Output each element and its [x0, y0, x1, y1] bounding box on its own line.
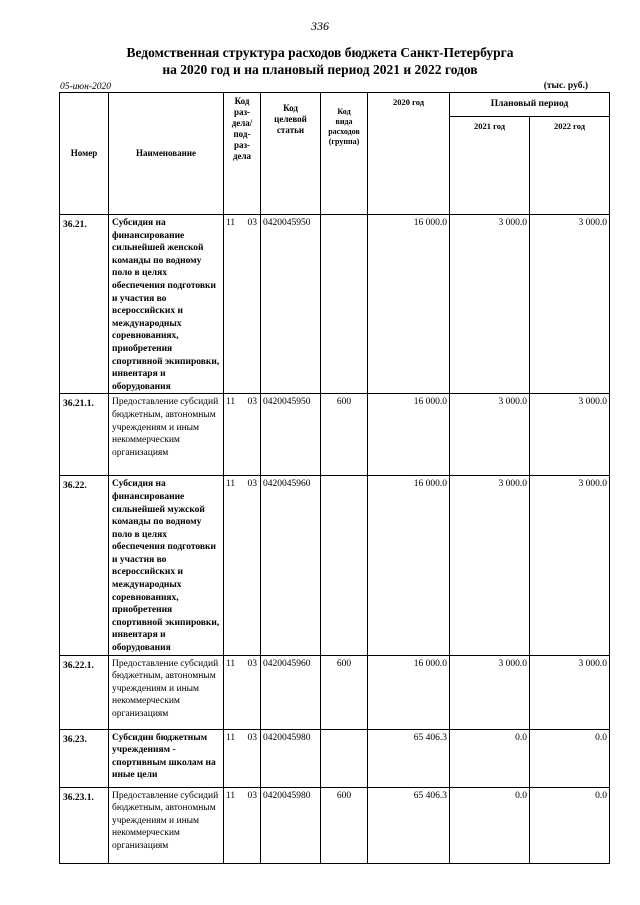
- header-section-line: дела: [232, 151, 252, 161]
- row-number: 36.22.1.: [60, 655, 109, 729]
- row-target-code: 0420045980: [261, 729, 321, 787]
- row-amount-2021: 3 000.0: [450, 394, 530, 476]
- row-name: Субсидия на финансирование сильнейшей мужской команды по водному поло в целях обеспечения подготовки и участия во всероссийских и международных соревнованиях, приобретения спортивной экипировки, инвентаря и оборудования: [109, 476, 224, 655]
- header-section-line: раз-: [233, 107, 251, 117]
- row-subsection-code: 03: [247, 732, 257, 743]
- row-number: 36.22.: [60, 476, 109, 655]
- row-section-code: 11: [226, 218, 236, 228]
- row-amount-2021: 3 000.0: [450, 476, 530, 655]
- row-section-code: 11: [226, 479, 236, 490]
- row-subsection-code: 03: [247, 218, 257, 228]
- row-expense-type: [321, 476, 368, 655]
- row-section-code: 11: [226, 790, 236, 801]
- row-subsection-code: 03: [247, 790, 257, 801]
- row-name: Предоставление субсидий бюджетным, автономным учреждениям и иным некоммерческим организациям: [109, 394, 224, 476]
- row-amount-2021: 0.0: [450, 729, 530, 787]
- row-amount-2022: 0.0: [530, 729, 610, 787]
- row-section: [224, 394, 261, 476]
- row-expense-type: 600: [321, 394, 368, 476]
- header-expense-type: [321, 93, 368, 215]
- header-section-line: раз-: [233, 140, 251, 150]
- row-amount-2022: 3 000.0: [530, 394, 610, 476]
- header-section-code: [224, 93, 261, 215]
- row-section-code: 11: [226, 732, 236, 743]
- header-target-code: [261, 93, 321, 215]
- row-section: [224, 787, 261, 863]
- row-number: 36.23.: [60, 729, 109, 787]
- header-csr-line: статьи: [276, 125, 305, 135]
- row-name: Предоставление субсидий бюджетным, автономным учреждениям и иным некоммерческим организациям: [109, 787, 224, 863]
- row-amount-2022: 3 000.0: [530, 215, 610, 394]
- row-expense-type: [321, 729, 368, 787]
- table-row: [60, 215, 610, 394]
- row-expense-type: 600: [321, 655, 368, 729]
- row-amount-2020: 65 406.3: [368, 729, 450, 787]
- document-title: [0, 44, 640, 78]
- row-amount-2022: 3 000.0: [530, 476, 610, 655]
- title-line-2: на 2020 год и на плановый период 2021 и 2022 годов: [162, 62, 478, 77]
- row-amount-2020: 16 000.0: [368, 215, 450, 394]
- header-plan-period: Плановый период: [450, 93, 610, 117]
- row-name: Предоставление субсидий бюджетным, автономным учреждениям и иным некоммерческим организациям: [109, 655, 224, 729]
- header-name: Наименование: [109, 93, 224, 215]
- header-section-line: дела/: [231, 118, 253, 128]
- row-amount-2020: 16 000.0: [368, 476, 450, 655]
- header-section-line: Код: [234, 96, 250, 106]
- row-expense-type: 600: [321, 787, 368, 863]
- header-vr-line: вида: [335, 117, 353, 126]
- row-section: [224, 215, 261, 394]
- report-date: 05-июн-2020: [60, 82, 111, 92]
- table-row: [60, 655, 610, 729]
- row-target-code: 0420045960: [261, 476, 321, 655]
- row-name: Субсидии бюджетным учреждениям - спортивным школам на иные цели: [109, 729, 224, 787]
- row-section: [224, 729, 261, 787]
- row-expense-type: [321, 215, 368, 394]
- row-section: [224, 655, 261, 729]
- units-label: (тыс. руб.): [543, 81, 588, 91]
- row-subsection-code: 03: [247, 658, 257, 669]
- row-amount-2022: 0.0: [530, 787, 610, 863]
- header-csr-line: целевой: [274, 114, 307, 124]
- table-row: [60, 729, 610, 787]
- header-vr-line: расходов: [328, 127, 360, 136]
- row-number: 36.23.1.: [60, 787, 109, 863]
- row-target-code: 0420045950: [261, 215, 321, 394]
- row-amount-2021: 3 000.0: [450, 655, 530, 729]
- row-number: 36.21.: [60, 215, 109, 394]
- row-amount-2021: 3 000.0: [450, 215, 530, 394]
- header-csr-line: Код: [283, 103, 298, 113]
- header-number: Номер: [60, 93, 109, 215]
- row-number: 36.21.1.: [60, 394, 109, 476]
- header-vr-line: (группа): [328, 137, 360, 146]
- table-row: [60, 394, 610, 476]
- budget-table: [59, 92, 610, 864]
- row-target-code: 0420045960: [261, 655, 321, 729]
- row-name: Субсидия на финансирование сильнейшей женской команды по водному поло в целях обеспечения подготовки и участия во всероссийских и международных соревнованиях, приобретения спортивной экипировки, инвентаря и оборудования: [109, 215, 224, 394]
- header-2021: 2021 год: [450, 117, 530, 215]
- row-section-code: 11: [226, 658, 236, 669]
- row-amount-2022: 3 000.0: [530, 655, 610, 729]
- row-subsection-code: 03: [247, 397, 257, 408]
- row-amount-2020: 65 406.3: [368, 787, 450, 863]
- header-section-line: под-: [233, 129, 251, 139]
- header-2022: 2022 год: [530, 117, 610, 215]
- title-line-1: Ведомственная структура расходов бюджета Санкт-Петербурга: [126, 45, 514, 60]
- table-row: [60, 476, 610, 655]
- row-target-code: 0420045950: [261, 394, 321, 476]
- row-subsection-code: 03: [247, 479, 257, 490]
- row-amount-2020: 16 000.0: [368, 655, 450, 729]
- row-section: [224, 476, 261, 655]
- header-2020: 2020 год: [368, 93, 450, 215]
- row-target-code: 0420045980: [261, 787, 321, 863]
- table-row: [60, 787, 610, 863]
- header-vr-line: Код: [337, 107, 351, 116]
- page-number: 336: [311, 19, 329, 33]
- row-section-code: 11: [226, 397, 236, 408]
- row-amount-2021: 0.0: [450, 787, 530, 863]
- row-amount-2020: 16 000.0: [368, 394, 450, 476]
